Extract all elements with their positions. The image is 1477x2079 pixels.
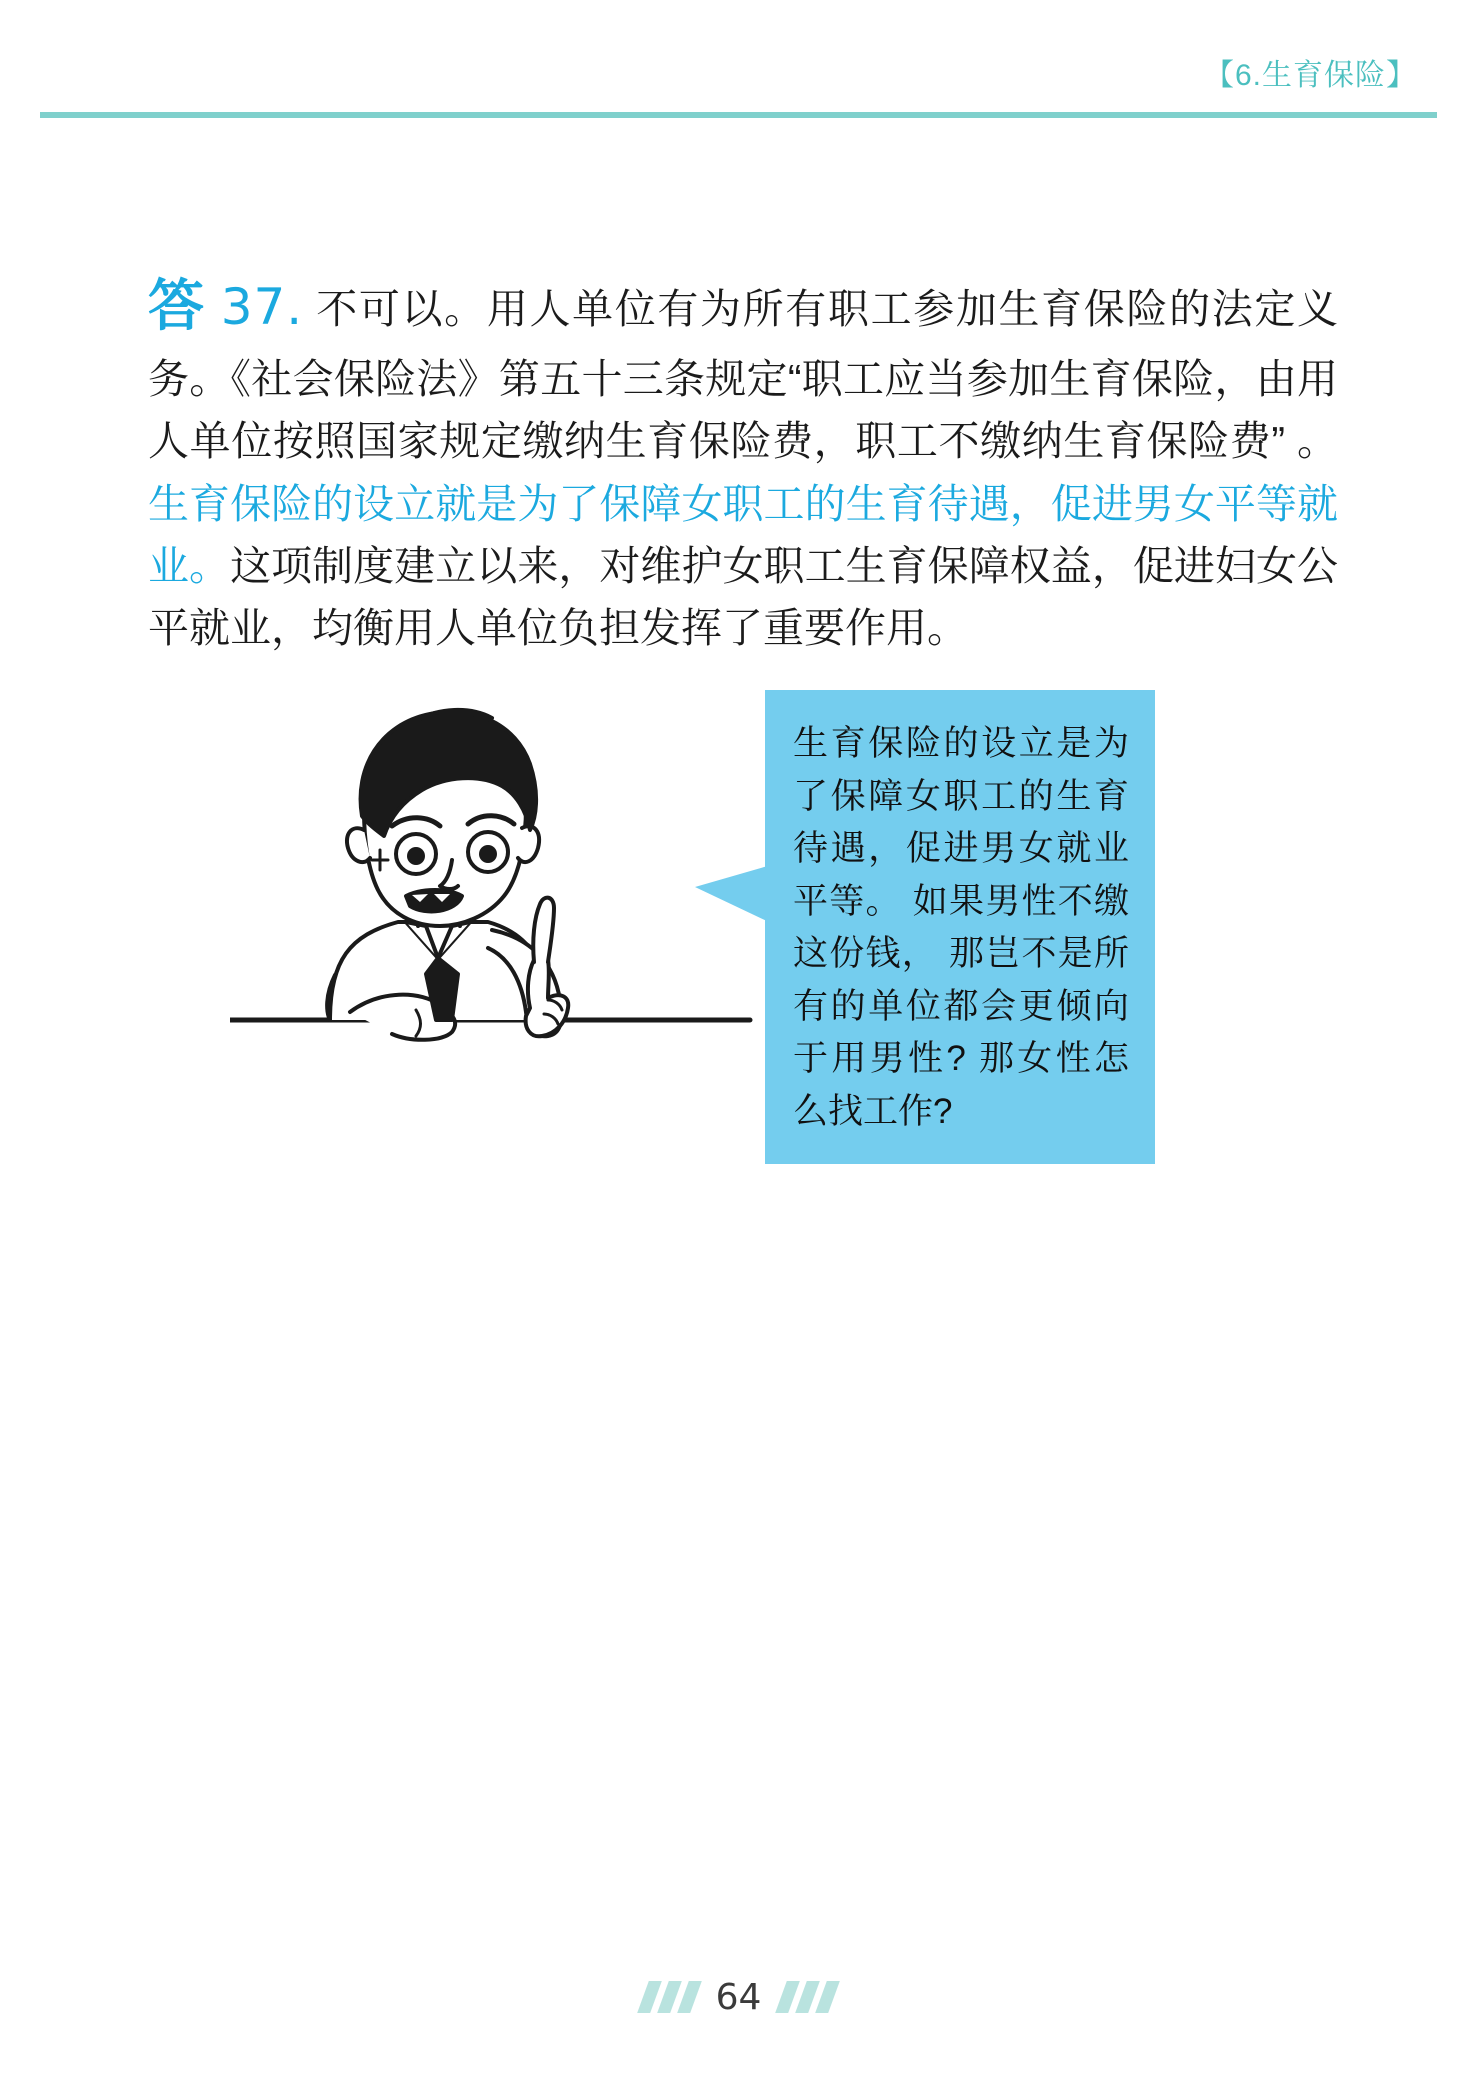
- answer-text-part1: 不可以。用人单位有为所有职工参加生育保险的法定义务。《社会保险法》第五十三条规定“职工应当参加生育保险，由用人单位按照国家规定缴纳生育保险费，职工不缴纳生育保险费” 。: [148, 286, 1338, 465]
- speech-bubble: [765, 690, 1155, 1164]
- chapter-label: 【6.生育保险】: [1203, 59, 1417, 92]
- page-header: [0, 0, 1477, 120]
- main-content: [148, 222, 1338, 701]
- answer-text-part2: 这项制度建立以来，对维护女职工生育保障权益，促进妇女公平就业，均衡用人单位负担发挥了重要作用。: [148, 543, 1339, 652]
- page-number: 64: [715, 1976, 762, 2018]
- footer-ornament-right: [781, 1981, 834, 2013]
- page-footer: [0, 1967, 1477, 2027]
- footer-ornament-left: [643, 1981, 696, 2013]
- answer-paragraph: [148, 263, 1338, 660]
- speech-bubble-text: 生育保险的设立是为了保障女职工的生育待遇，促进男女就业平等。 如果男性不缴这份钱， 那岂不是所有的单位都会更倾向于用男性? 那女性怎么找工作?: [793, 724, 1129, 1131]
- answer-marker: 答: [148, 274, 208, 337]
- illustration-area: [230, 690, 1240, 1190]
- question-number: 37.: [220, 278, 304, 336]
- header-divider: [40, 112, 1437, 118]
- speech-bubble-tail: [695, 865, 771, 923]
- answer-text-highlight: 生育保险的设立就是为了保障女职工的生育待遇，促进男女平等就业。: [148, 480, 1338, 590]
